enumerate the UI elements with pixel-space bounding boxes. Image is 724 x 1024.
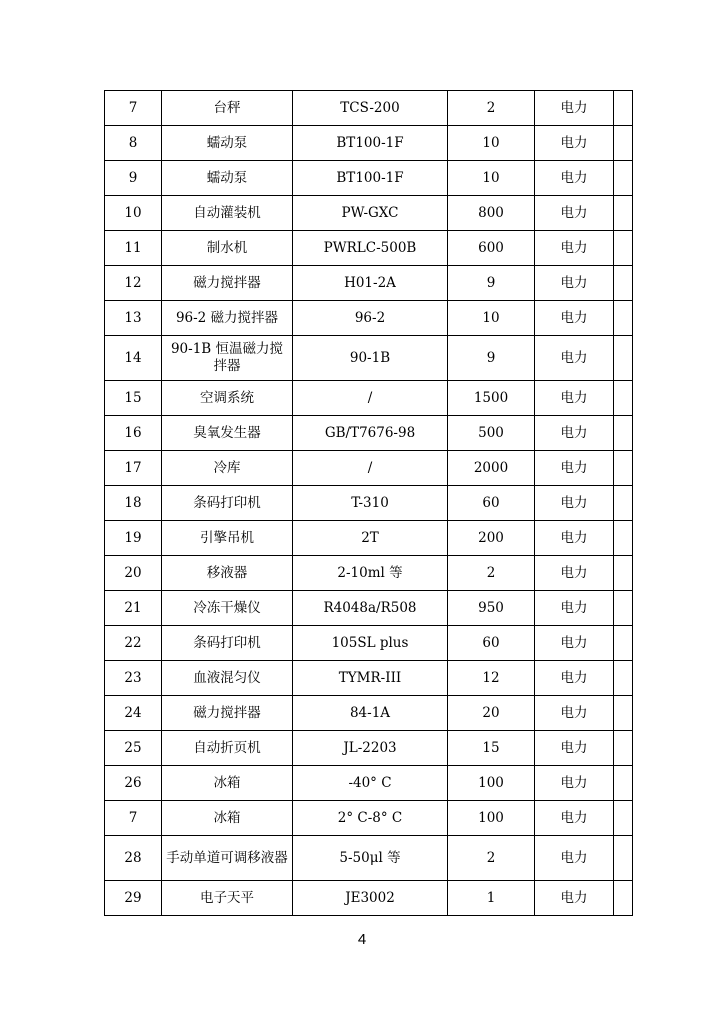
quantity-cell: 10 xyxy=(448,301,535,336)
blank-edge-cell xyxy=(614,521,633,556)
table-row xyxy=(105,231,633,266)
blank-edge-cell xyxy=(614,766,633,801)
energy-type-cell: 电力 xyxy=(535,416,614,451)
energy-type-cell: 电力 xyxy=(535,626,614,661)
equipment-name-cell: 臭氧发生器 xyxy=(162,416,293,451)
quantity-cell: 10 xyxy=(448,161,535,196)
serial-number-cell: 29 xyxy=(105,881,162,916)
table-row xyxy=(105,521,633,556)
serial-number-cell: 25 xyxy=(105,731,162,766)
equipment-table xyxy=(104,90,633,916)
model-cell: / xyxy=(293,451,448,486)
equipment-name-cell: 90-1B 恒温磁力搅拌器 xyxy=(162,336,293,381)
equipment-table-body xyxy=(105,91,633,916)
blank-edge-cell xyxy=(614,416,633,451)
serial-number-cell: 23 xyxy=(105,661,162,696)
equipment-name-cell: 制水机 xyxy=(162,231,293,266)
quantity-cell: 2 xyxy=(448,556,535,591)
quantity-cell: 2 xyxy=(448,836,535,881)
blank-edge-cell xyxy=(614,486,633,521)
equipment-name-cell: 自动折页机 xyxy=(162,731,293,766)
energy-type-cell: 电力 xyxy=(535,591,614,626)
model-cell: 5-50μl 等 xyxy=(293,836,448,881)
quantity-cell: 100 xyxy=(448,766,535,801)
blank-edge-cell xyxy=(614,126,633,161)
quantity-cell: 2000 xyxy=(448,451,535,486)
energy-type-cell: 电力 xyxy=(535,381,614,416)
energy-type-cell: 电力 xyxy=(535,556,614,591)
quantity-cell: 9 xyxy=(448,266,535,301)
table-row xyxy=(105,416,633,451)
blank-edge-cell xyxy=(614,161,633,196)
quantity-cell: 60 xyxy=(448,626,535,661)
equipment-name-cell: 蠕动泵 xyxy=(162,161,293,196)
model-cell: BT100-1F xyxy=(293,161,448,196)
energy-type-cell: 电力 xyxy=(535,661,614,696)
table-row xyxy=(105,661,633,696)
equipment-table-container xyxy=(104,90,622,916)
quantity-cell: 2 xyxy=(448,91,535,126)
model-cell: TYMR-III xyxy=(293,661,448,696)
quantity-cell: 500 xyxy=(448,416,535,451)
model-cell: GB/T7676-98 xyxy=(293,416,448,451)
table-row xyxy=(105,196,633,231)
equipment-name-cell: 冷库 xyxy=(162,451,293,486)
serial-number-cell: 20 xyxy=(105,556,162,591)
energy-type-cell: 电力 xyxy=(535,266,614,301)
page-number: 4 xyxy=(357,931,367,948)
equipment-name-cell: 手动单道可调移液器 xyxy=(162,836,293,881)
serial-number-cell: 11 xyxy=(105,231,162,266)
quantity-cell: 60 xyxy=(448,486,535,521)
equipment-name-cell: 磁力搅拌器 xyxy=(162,696,293,731)
serial-number-cell: 19 xyxy=(105,521,162,556)
model-cell: 2-10ml 等 xyxy=(293,556,448,591)
quantity-cell: 1500 xyxy=(448,381,535,416)
quantity-cell: 100 xyxy=(448,801,535,836)
equipment-name-cell: 冷冻干燥仪 xyxy=(162,591,293,626)
model-cell: 2° C-8° C xyxy=(293,801,448,836)
equipment-name-cell: 自动灌装机 xyxy=(162,196,293,231)
serial-number-cell: 12 xyxy=(105,266,162,301)
table-row xyxy=(105,766,633,801)
serial-number-cell: 28 xyxy=(105,836,162,881)
serial-number-cell: 13 xyxy=(105,301,162,336)
quantity-cell: 800 xyxy=(448,196,535,231)
serial-number-cell: 10 xyxy=(105,196,162,231)
quantity-cell: 12 xyxy=(448,661,535,696)
blank-edge-cell xyxy=(614,381,633,416)
serial-number-cell: 7 xyxy=(105,801,162,836)
blank-edge-cell xyxy=(614,696,633,731)
blank-edge-cell xyxy=(614,266,633,301)
blank-edge-cell xyxy=(614,731,633,766)
energy-type-cell: 电力 xyxy=(535,161,614,196)
equipment-name-cell: 冰箱 xyxy=(162,766,293,801)
table-row xyxy=(105,801,633,836)
model-cell: 2T xyxy=(293,521,448,556)
model-cell: JE3002 xyxy=(293,881,448,916)
table-row xyxy=(105,591,633,626)
model-cell: JL-2203 xyxy=(293,731,448,766)
serial-number-cell: 17 xyxy=(105,451,162,486)
table-row xyxy=(105,836,633,881)
equipment-name-cell: 条码打印机 xyxy=(162,486,293,521)
equipment-name-cell: 96-2 磁力搅拌器 xyxy=(162,301,293,336)
model-cell: PW-GXC xyxy=(293,196,448,231)
model-cell: 96-2 xyxy=(293,301,448,336)
equipment-name-cell: 电子天平 xyxy=(162,881,293,916)
serial-number-cell: 7 xyxy=(105,91,162,126)
table-row xyxy=(105,451,633,486)
table-row xyxy=(105,486,633,521)
model-cell: BT100-1F xyxy=(293,126,448,161)
table-row xyxy=(105,696,633,731)
energy-type-cell: 电力 xyxy=(535,766,614,801)
model-cell: PWRLC-500B xyxy=(293,231,448,266)
equipment-name-cell: 血液混匀仪 xyxy=(162,661,293,696)
blank-edge-cell xyxy=(614,231,633,266)
model-cell: T-310 xyxy=(293,486,448,521)
energy-type-cell: 电力 xyxy=(535,451,614,486)
serial-number-cell: 15 xyxy=(105,381,162,416)
equipment-name-cell: 引擎吊机 xyxy=(162,521,293,556)
serial-number-cell: 14 xyxy=(105,336,162,381)
serial-number-cell: 16 xyxy=(105,416,162,451)
quantity-cell: 20 xyxy=(448,696,535,731)
blank-edge-cell xyxy=(614,91,633,126)
energy-type-cell: 电力 xyxy=(535,301,614,336)
table-row xyxy=(105,556,633,591)
serial-number-cell: 8 xyxy=(105,126,162,161)
quantity-cell: 200 xyxy=(448,521,535,556)
quantity-cell: 600 xyxy=(448,231,535,266)
model-cell: 84-1A xyxy=(293,696,448,731)
energy-type-cell: 电力 xyxy=(535,486,614,521)
equipment-name-cell: 台秤 xyxy=(162,91,293,126)
table-row xyxy=(105,301,633,336)
blank-edge-cell xyxy=(614,836,633,881)
energy-type-cell: 电力 xyxy=(535,336,614,381)
serial-number-cell: 21 xyxy=(105,591,162,626)
equipment-name-cell: 磁力搅拌器 xyxy=(162,266,293,301)
serial-number-cell: 9 xyxy=(105,161,162,196)
quantity-cell: 10 xyxy=(448,126,535,161)
energy-type-cell: 电力 xyxy=(535,196,614,231)
blank-edge-cell xyxy=(614,556,633,591)
blank-edge-cell xyxy=(614,881,633,916)
energy-type-cell: 电力 xyxy=(535,881,614,916)
model-cell: / xyxy=(293,381,448,416)
model-cell: -40° C xyxy=(293,766,448,801)
energy-type-cell: 电力 xyxy=(535,801,614,836)
table-row xyxy=(105,126,633,161)
energy-type-cell: 电力 xyxy=(535,696,614,731)
model-cell: 90-1B xyxy=(293,336,448,381)
equipment-name-cell: 条码打印机 xyxy=(162,626,293,661)
energy-type-cell: 电力 xyxy=(535,91,614,126)
blank-edge-cell xyxy=(614,801,633,836)
table-row xyxy=(105,881,633,916)
serial-number-cell: 22 xyxy=(105,626,162,661)
model-cell: R4048a/R508 xyxy=(293,591,448,626)
table-row xyxy=(105,626,633,661)
blank-edge-cell xyxy=(614,336,633,381)
quantity-cell: 1 xyxy=(448,881,535,916)
blank-edge-cell xyxy=(614,301,633,336)
energy-type-cell: 电力 xyxy=(535,231,614,266)
model-cell: 105SL plus xyxy=(293,626,448,661)
blank-edge-cell xyxy=(614,626,633,661)
equipment-name-cell: 移液器 xyxy=(162,556,293,591)
table-row xyxy=(105,161,633,196)
serial-number-cell: 18 xyxy=(105,486,162,521)
energy-type-cell: 电力 xyxy=(535,731,614,766)
equipment-name-cell: 空调系统 xyxy=(162,381,293,416)
serial-number-cell: 26 xyxy=(105,766,162,801)
blank-edge-cell xyxy=(614,591,633,626)
quantity-cell: 9 xyxy=(448,336,535,381)
table-row xyxy=(105,91,633,126)
energy-type-cell: 电力 xyxy=(535,126,614,161)
table-row xyxy=(105,731,633,766)
table-row xyxy=(105,381,633,416)
blank-edge-cell xyxy=(614,451,633,486)
model-cell: TCS-200 xyxy=(293,91,448,126)
equipment-name-cell: 冰箱 xyxy=(162,801,293,836)
serial-number-cell: 24 xyxy=(105,696,162,731)
energy-type-cell: 电力 xyxy=(535,521,614,556)
blank-edge-cell xyxy=(614,196,633,231)
quantity-cell: 15 xyxy=(448,731,535,766)
energy-type-cell: 电力 xyxy=(535,836,614,881)
equipment-name-cell: 蠕动泵 xyxy=(162,126,293,161)
quantity-cell: 950 xyxy=(448,591,535,626)
table-row xyxy=(105,336,633,381)
model-cell: H01-2A xyxy=(293,266,448,301)
blank-edge-cell xyxy=(614,661,633,696)
table-row xyxy=(105,266,633,301)
